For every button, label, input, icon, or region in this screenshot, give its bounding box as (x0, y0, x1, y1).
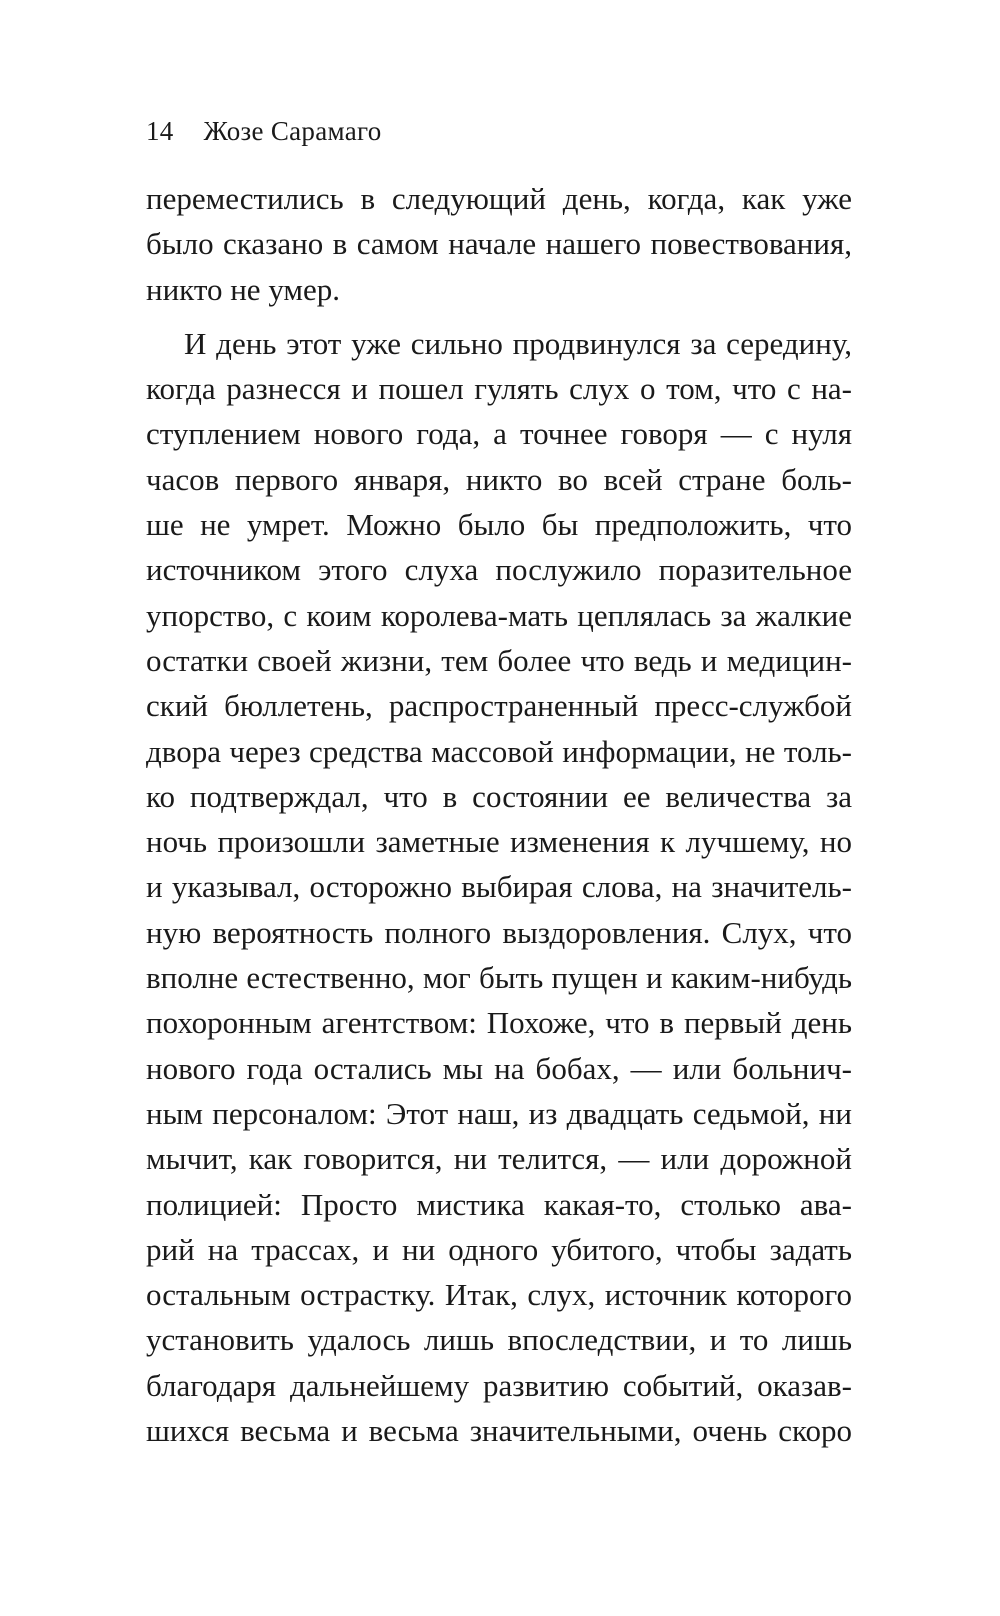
text-line: было сказано в самом начале нашего повествования, (146, 226, 852, 262)
text-line: шихся весьма и весьма значительными, очень скоро (146, 1413, 852, 1449)
text-line: похоронным агентством: Похоже, что в первый день (146, 1005, 852, 1041)
text-line: часов первого января, никто во всей стране боль- (146, 461, 852, 497)
text-line: мычит, как говорится, ни телится, — или дорожной (146, 1141, 852, 1177)
text-line: и указывал, осторожно выбирая слова, на значитель- (146, 869, 852, 905)
paragraph-2 (146, 321, 852, 1453)
text-line: ступлением нового года, а точнее говоря — с нуля (146, 416, 852, 452)
text-line: установить удалось лишь впоследствии, и то лишь (146, 1322, 852, 1358)
text-line: ский бюллетень, распространенный пресс-службой (146, 688, 852, 724)
paragraph-gap (146, 312, 852, 321)
page-number: 14 (146, 116, 174, 146)
text-line: ночь произошли заметные изменения к лучшему, но (146, 824, 852, 860)
body-text (146, 176, 852, 1453)
text-line: нового года остались мы на бобах, — или больнич- (146, 1050, 852, 1086)
text-line: ную вероятность полного выздоровления. Слух, что (146, 914, 852, 950)
author-name: Жозе Сарамаго (203, 116, 382, 146)
text-line: переместились в следующий день, когда, как уже (146, 181, 852, 216)
text-line: И день этот уже сильно продвинулся за середину, (184, 325, 852, 361)
text-line: полицией: Просто мистика какая-то, столько ава- (146, 1186, 852, 1222)
text-line: рий на трассах, и ни одного убитого, чтобы задать (146, 1231, 852, 1267)
text-line: благодаря дальнейшему развитию событий, оказав- (146, 1367, 852, 1403)
paragraph-1 (146, 176, 852, 312)
text-line: вполне естественно, мог быть пущен и каким-нибудь (146, 960, 852, 996)
text-line: когда разнесся и пошел гулять слух о том, что с на- (146, 371, 852, 407)
text-line: упорство, с коим королева-мать цеплялась за жалкие (146, 597, 852, 633)
text-line: остальным острастку. Итак, слух, источник которого (146, 1277, 852, 1313)
text-line: никто не умер. (146, 271, 341, 307)
text-line: ше не умрет. Можно было бы предположить, что (146, 507, 852, 543)
text-line: остатки своей жизни, тем более что ведь и медицин- (146, 642, 852, 678)
text-line: двора через средства массовой информации, не толь- (146, 733, 852, 769)
text-line: источником этого слуха послужило поразительное (146, 552, 852, 588)
text-line: ным персоналом: Этот наш, из двадцать седьмой, ни (146, 1095, 852, 1131)
running-head (146, 116, 382, 146)
text-line: ко подтверждал, что в состоянии ее величества за (146, 778, 852, 814)
